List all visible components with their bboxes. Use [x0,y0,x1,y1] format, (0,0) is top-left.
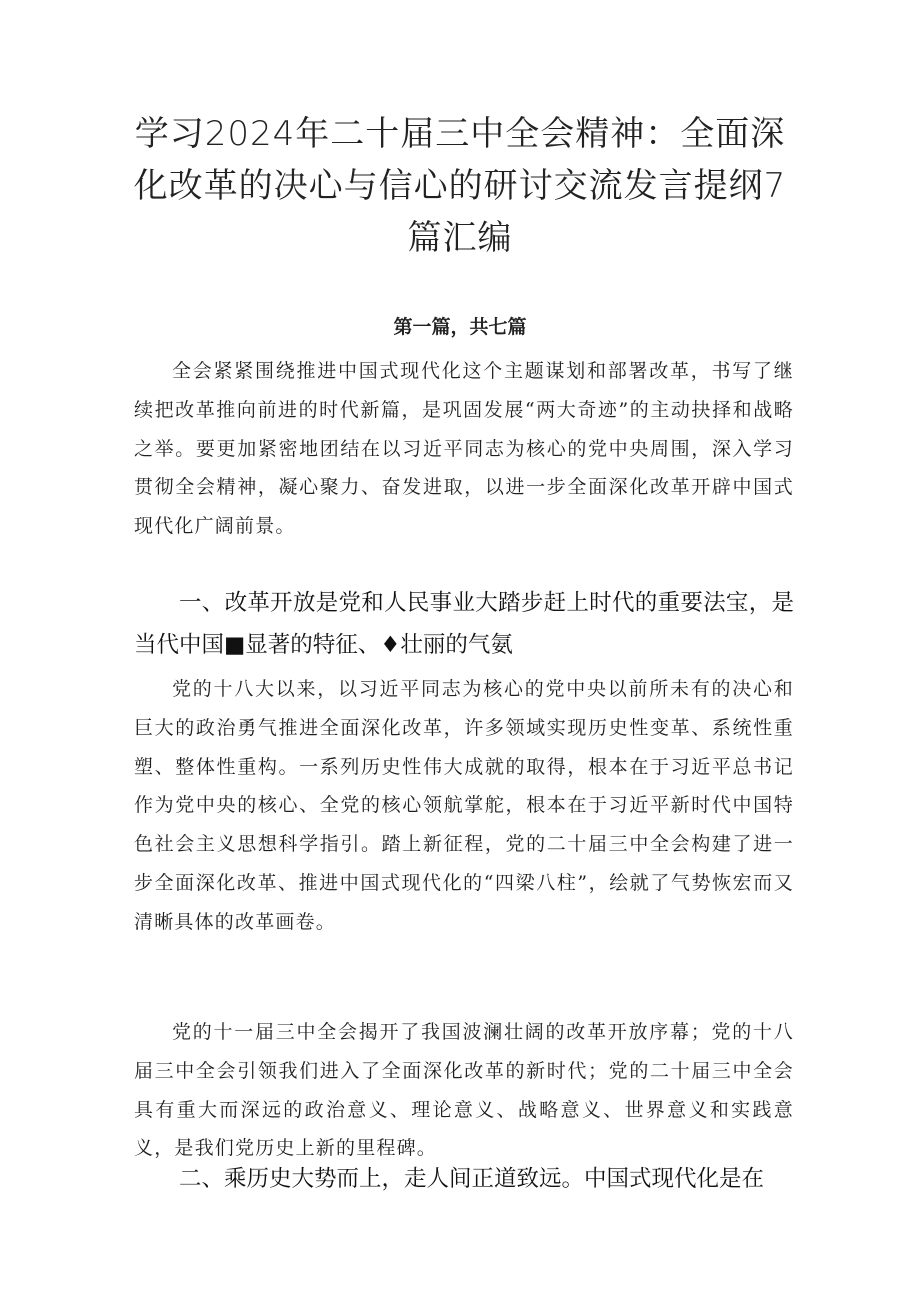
paragraph-intro: 全会紧紧围绕推进中国式现代化这个主题谋划和部署改革，书写了继续把改革推向前进的时代新篇，是巩固发展“两大奇迹”的主动抉择和战略之举。要更加紧密地团结在以习近平同志为核心的党中央周围，深入学习贯彻全会精神，凝心聚力、奋发进取，以进一步全面深化改革开辟中国式现代化广阔前景。 [134,360,794,538]
paragraph-section1-a: 党的十八大以来，以习近平同志为核心的党中央以前所未有的决心和巨大的政治勇气推进全面深化改革，许多领域实现历史性变革、系统性重塑、整体性重构。一系列历史性伟大成就的取得，根本在于习近平总书记作为党中央的核心、全党的核心领航掌舵，根本在于习近平新时代中国特色社会主义思想科学指引。踏上新征程，党的二十届三中全会构建了进一步全面深化改革、推进中国式现代化的“四梁八柱”，绘就了气势恢宏而又清晰具体的改革画卷。 [134,678,794,933]
section-heading-2: 二、乘历史大势而上，走人间正道致远。中国式现代化是在 [179,1166,765,1192]
document-title: 学习2024年二十届三中全会精神：全面深化改革的决心与信心的研讨交流发言提纲7篇汇编 [133,114,787,258]
section-heading-1: 一、改革开放是党和人民事业大踏步赶上时代的重要法宝，是当代中国■显著的特征、♦壮丽的气氨 [134,590,794,658]
document-subtitle: 第一篇，共七篇 [393,316,527,338]
paragraph-section1-b: 党的十一届三中全会揭开了我国波澜壮阔的改革开放序幕；党的十八届三中全会引领我们进入了全面深化改革的新时代；党的二十届三中全会具有重大而深远的政治意义、理论意义、战略意义、世界意义和实践意义，是我们党历史上新的里程碑。 [134,1021,794,1160]
